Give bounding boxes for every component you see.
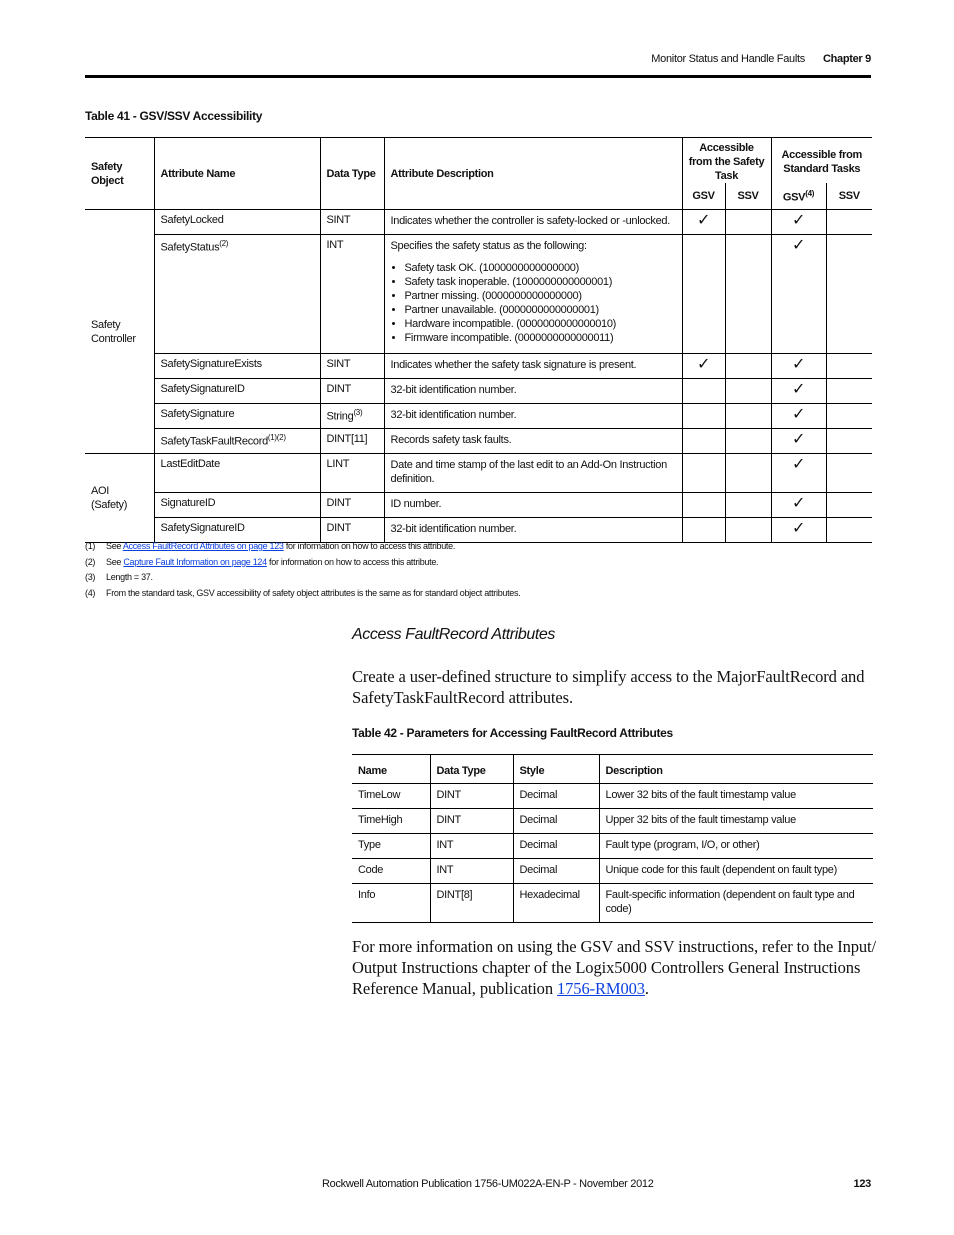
access-cell-s-gsv (682, 429, 725, 454)
check-icon: ✓ (791, 520, 806, 537)
table-row (85, 235, 872, 354)
data-type: DINT (326, 383, 351, 395)
table-cell: DINT[8] (430, 884, 513, 923)
list-item: • Partner unavailable. (0000000000000001) (405, 303, 676, 317)
section-paragraph-2 (352, 936, 882, 999)
footnote-ref: (2) (219, 239, 229, 248)
attribute-name-cell (154, 235, 320, 354)
table-row (352, 834, 873, 859)
access-cell-t-ssv (826, 493, 872, 518)
table-cell: Fault-specific information (dependent on fault type and code) (599, 884, 873, 923)
table-cell: Fault type (program, I/O, or other) (599, 834, 873, 859)
header-chapter: Chapter 9 (822, 53, 871, 65)
attribute-description: 32-bit identification number. (390, 384, 517, 396)
col-header-object: Safety Object (85, 138, 154, 210)
footnote-number: (4) (85, 588, 96, 598)
access-cell-t-gsv (771, 354, 826, 379)
data-type-cell (320, 379, 384, 404)
access-cell-t-gsv (771, 235, 826, 354)
check-icon: ✓ (791, 495, 806, 512)
gsv-standard-label: GSV (782, 191, 806, 204)
attribute-description-cell (384, 518, 682, 543)
footnote (85, 588, 520, 598)
header-rule (85, 75, 871, 78)
attribute-name: SafetySignatureID (160, 383, 245, 395)
safety-object-cell: AOI (Safety) (85, 454, 154, 543)
access-cell-s-ssv (725, 235, 771, 354)
table-cell: Code (352, 859, 430, 884)
data-type-cell (320, 518, 384, 543)
check-icon: ✓ (791, 406, 806, 423)
check-icon: ✓ (791, 237, 806, 254)
check-icon: ✓ (791, 431, 806, 448)
data-type-cell (320, 354, 384, 379)
check-icon: ✓ (696, 356, 711, 373)
attribute-name-cell (154, 404, 320, 429)
access-cell-s-gsv (682, 354, 725, 379)
col-header: Name (352, 755, 430, 784)
footnote-text-end: for information on how to access this attribute. (283, 541, 456, 551)
footnote-text: See (106, 557, 124, 567)
table-cell: DINT (430, 784, 513, 809)
footnote-text: From the standard task, GSV accessibility of safety object attributes is the same as for standard object attributes. (106, 588, 521, 598)
list-item: • Safety task inoperable. (1000000000000001) (405, 275, 676, 289)
attribute-description-cell (384, 404, 682, 429)
col-header-gsv-standard (771, 183, 826, 210)
footnote (85, 541, 455, 551)
check-icon: ✓ (791, 456, 806, 473)
access-cell-s-ssv (725, 404, 771, 429)
attribute-name-cell (154, 429, 320, 454)
list-item: • Partner missing. (0000000000000000) (405, 289, 676, 303)
table-cell: INT (430, 859, 513, 884)
access-cell-s-gsv (682, 379, 725, 404)
data-type: DINT (326, 522, 351, 534)
footnote-number: (2) (85, 557, 96, 567)
access-cell-t-gsv (771, 210, 826, 235)
col-header-ssv-standard: SSV (826, 183, 872, 210)
table-cell: DINT (430, 809, 513, 834)
data-type-cell (320, 210, 384, 235)
access-cell-t-ssv (826, 454, 872, 493)
data-type-cell (320, 429, 384, 454)
check-icon: ✓ (791, 212, 806, 229)
check-icon: ✓ (696, 212, 711, 229)
access-cell-s-gsv (682, 454, 725, 493)
access-cell-t-ssv (826, 235, 872, 354)
table-cell: Decimal (513, 784, 599, 809)
attribute-name-cell (154, 454, 320, 493)
paragraph-2-end: . (644, 979, 649, 998)
attribute-description: 32-bit identification number. (390, 523, 517, 535)
access-cell-s-ssv (725, 493, 771, 518)
access-cell-t-ssv (826, 354, 872, 379)
table-row (352, 859, 873, 884)
data-type-cell (320, 454, 384, 493)
attribute-name-cell (154, 518, 320, 543)
table-row (85, 429, 872, 454)
footnote-text: See (106, 541, 123, 551)
table-cell: TimeHigh (352, 809, 430, 834)
access-cell-s-gsv (682, 404, 725, 429)
section-heading: Access FaultRecord Attributes (352, 626, 556, 643)
table-cell: TimeLow (352, 784, 430, 809)
header-section: Monitor Status and Handle Faults (651, 53, 805, 65)
access-cell-t-ssv (826, 210, 872, 235)
footnote-number: (1) (85, 541, 96, 551)
attribute-name-cell (154, 379, 320, 404)
access-cell-s-ssv (725, 518, 771, 543)
access-cell-t-ssv (826, 404, 872, 429)
attribute-description-cell (384, 429, 682, 454)
table-row (85, 404, 872, 429)
attribute-description: Indicates whether the controller is safety-locked or -unlocked. (390, 215, 670, 227)
data-type: SINT (326, 214, 351, 226)
attribute-name: SafetySignatureID (160, 522, 245, 534)
footnote-text-end: for information on how to access this attribute. (266, 557, 439, 567)
table-cell: INT (430, 834, 513, 859)
col-header: Description (599, 755, 873, 784)
attribute-description: Date and time stamp of the last edit to an Add-On Instruction definition. (390, 459, 667, 485)
col-header: Data Type (430, 755, 513, 784)
table-cell: Info (352, 884, 430, 923)
access-cell-s-ssv (725, 354, 771, 379)
col-header: Style (513, 755, 599, 784)
attribute-description-cell (384, 354, 682, 379)
col-header-safety-group: Accessible from the Safety Task (682, 138, 771, 184)
data-type-cell (320, 235, 384, 354)
table-cell: Unique code for this fault (dependent on fault type) (599, 859, 873, 884)
access-cell-s-ssv (725, 454, 771, 493)
paragraph-2-text: For more information on using the GSV and SSV instructions, refer to the Input/ Output Instructions chapter of the Logix5000 Controllers General Instructions Reference Manual, publication (352, 937, 877, 998)
access-cell-t-gsv (771, 493, 826, 518)
footnote-number: (3) (85, 572, 96, 582)
safety-object-cell: Safety Controller (85, 210, 154, 454)
attribute-name-cell (154, 354, 320, 379)
attribute-name: SafetySignatureExists (160, 358, 262, 370)
col-header-name: Attribute Name (154, 138, 320, 210)
gsv-ssv-accessibility-table (85, 137, 872, 543)
attribute-description: Records safety task faults. (390, 434, 512, 446)
data-type: DINT[11] (326, 433, 368, 445)
check-icon: ✓ (791, 381, 806, 398)
table-row (85, 493, 872, 518)
col-header-ssv: SSV (725, 183, 771, 210)
attribute-description-cell (384, 454, 682, 493)
data-type: LINT (326, 458, 350, 470)
table-row (85, 454, 872, 493)
attribute-name: SignatureID (160, 497, 216, 509)
access-cell-s-ssv (725, 429, 771, 454)
footnote (85, 557, 438, 567)
attribute-name: LastEditDate (160, 458, 220, 470)
attribute-name-cell (154, 210, 320, 235)
table-cell: Lower 32 bits of the fault timestamp value (599, 784, 873, 809)
access-cell-t-gsv (771, 379, 826, 404)
access-cell-s-gsv (682, 493, 725, 518)
faultrecord-parameters-table (352, 754, 873, 923)
footnote-ref: (3) (353, 408, 363, 417)
attribute-description-cell (384, 379, 682, 404)
running-header (651, 53, 871, 65)
page-number: 123 (853, 1178, 871, 1190)
access-cell-s-gsv (682, 235, 725, 354)
access-cell-s-ssv (725, 379, 771, 404)
col-header-gsv: GSV (682, 183, 725, 210)
footnote-ref: (1)(2) (267, 433, 286, 442)
data-type: DINT (326, 497, 351, 509)
data-type: String (326, 410, 354, 423)
table42-caption: Table 42 - Parameters for Accessing FaultRecord Attributes (352, 726, 673, 740)
attribute-description: Specifies the safety status as the following: (390, 240, 587, 252)
access-cell-t-ssv (826, 518, 872, 543)
col-header-standard-group: Accessible from Standard Tasks (771, 138, 872, 184)
data-type-cell (320, 493, 384, 518)
table-row (85, 379, 872, 404)
access-cell-s-gsv (682, 518, 725, 543)
table-cell: Decimal (513, 809, 599, 834)
attribute-name: SafetyStatus (160, 241, 220, 254)
table-row (352, 784, 873, 809)
data-type: SINT (326, 358, 351, 370)
table-row (352, 809, 873, 834)
col-header-desc: Attribute Description (384, 138, 682, 210)
table41-caption: Table 41 - GSV/SSV Accessibility (85, 109, 263, 123)
table-cell: Type (352, 834, 430, 859)
check-icon: ✓ (791, 356, 806, 373)
gsv-standard-footnote-ref: (4) (805, 188, 815, 198)
access-cell-t-ssv (826, 379, 872, 404)
access-cell-t-gsv (771, 404, 826, 429)
footnote-link[interactable]: Capture Fault Information on page 124 (123, 557, 267, 567)
attribute-name-cell (154, 493, 320, 518)
col-header-type: Data Type (320, 138, 384, 210)
attribute-description-cell (384, 493, 682, 518)
table-cell: Decimal (513, 859, 599, 884)
access-cell-t-gsv (771, 429, 826, 454)
safety-status-list (391, 261, 676, 345)
table-cell: Upper 32 bits of the fault timestamp value (599, 809, 873, 834)
attribute-name: SafetyTaskFaultRecord (160, 435, 268, 448)
table-row (352, 884, 873, 923)
attribute-name: SafetyLocked (160, 214, 224, 226)
access-cell-s-ssv (725, 210, 771, 235)
footer-publication: Rockwell Automation Publication 1756-UM022A-EN-P - November 2012 (322, 1178, 654, 1190)
access-cell-t-gsv (771, 454, 826, 493)
attribute-description: ID number. (390, 498, 442, 510)
attribute-description: Indicates whether the safety task signature is present. (390, 359, 637, 371)
access-cell-t-ssv (826, 429, 872, 454)
publication-link[interactable]: 1756-RM003 (557, 979, 645, 998)
attribute-description-cell (384, 235, 682, 354)
footnote (85, 572, 153, 582)
data-type-cell (320, 404, 384, 429)
table-row (85, 210, 872, 235)
attribute-description-cell (384, 210, 682, 235)
attribute-description: 32-bit identification number. (390, 409, 517, 421)
footnote-link[interactable]: Access FaultRecord Attributes on page 123 (122, 541, 284, 551)
attribute-name: SafetySignature (160, 408, 235, 420)
table-row (85, 354, 872, 379)
list-item: • Firmware incompatible. (0000000000000011) (405, 331, 676, 345)
table-cell: Decimal (513, 834, 599, 859)
data-type: INT (326, 239, 344, 251)
section-paragraph-1: Create a user-defined structure to simplify access to the MajorFaultRecord and SafetyTaskFaultRecord attributes. (352, 667, 865, 707)
list-item: • Hardware incompatible. (0000000000000010) (405, 317, 676, 331)
list-item: • Safety task OK. (1000000000000000) (405, 261, 676, 275)
footnote-text: Length = 37. (106, 572, 153, 582)
access-cell-s-gsv (682, 210, 725, 235)
table-row (85, 518, 872, 543)
access-cell-t-gsv (771, 518, 826, 543)
table-cell: Hexadecimal (513, 884, 599, 923)
